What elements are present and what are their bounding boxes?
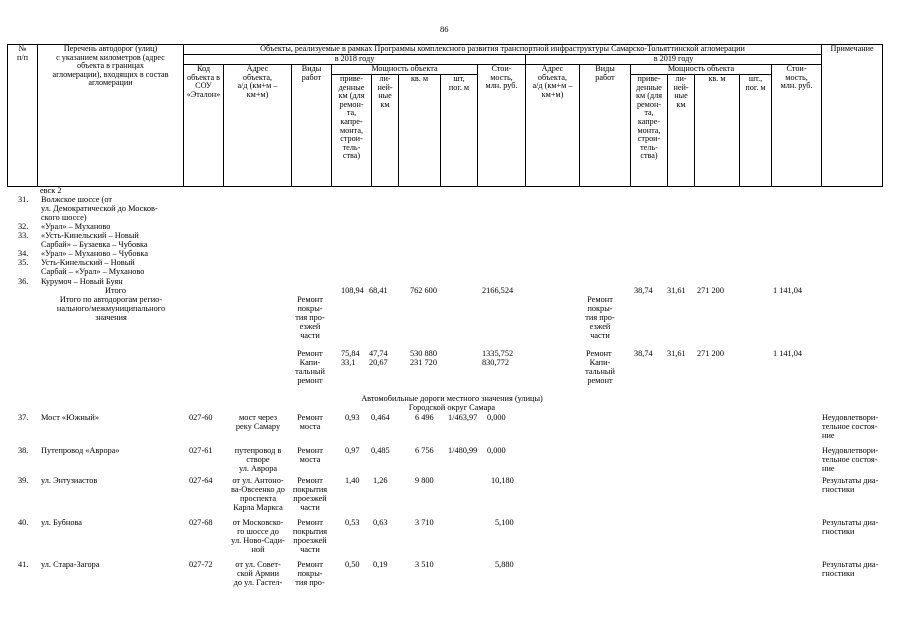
value: 271 200 — [697, 349, 724, 358]
value: 0,000 — [487, 446, 506, 455]
object-address: от ул. Антоно- ва-Овсеенко до проспекта Карла Маркса — [231, 476, 285, 512]
note: Неудовлетвори- тельное состоя- ние — [822, 413, 879, 440]
table-header — [7, 44, 883, 187]
value: 0,53 — [345, 518, 360, 527]
hdr-2018: в 2018 году — [184, 55, 526, 65]
object-code: 027-68 — [189, 518, 213, 527]
value: 0,000 — [487, 413, 506, 422]
value: 0,464 — [371, 413, 390, 422]
value: 1,26 — [373, 476, 388, 485]
hdr-reduced: приве- денные км (для ремон- та, капре- монта, строи- тель- ства) — [332, 75, 372, 187]
value: 1,40 — [345, 476, 360, 485]
hdr-sqm-2019: кв. м — [695, 75, 740, 187]
value: 47,74 20,67 — [369, 349, 388, 367]
hdr-address-2019: Адрес объекта, а/д (км+м – км+м) — [526, 65, 580, 187]
works-type: Ремонт моста — [297, 446, 323, 464]
road-name: Мост «Южный» — [41, 413, 100, 422]
row-num: 33. — [18, 231, 29, 240]
road-name: Усть-Кинельский – Новый Сарбай – «Урал» – Муханово — [41, 258, 145, 276]
value: 0,97 — [345, 446, 360, 455]
hdr-reduced-2019: приве- денные км (для ремон- та, капре- монта, строи- тель- ства) — [631, 75, 668, 187]
row-num: 38. — [18, 446, 29, 455]
hdr-works: Виды работ — [292, 65, 332, 187]
hdr-2019: в 2019 году — [526, 55, 822, 65]
row-num: 39. — [18, 476, 29, 485]
hdr-linear: ли- ней- ные км — [372, 75, 399, 187]
row-num: 37. — [18, 413, 29, 422]
hdr-sqm: кв. м — [399, 75, 441, 187]
road-name: ул. Энтузиастов — [41, 476, 98, 485]
note: Результаты диа- гностики — [822, 518, 879, 536]
object-code: 027-64 — [189, 476, 213, 485]
value: 38,74 — [634, 286, 653, 295]
value: 1335,752 830,772 — [482, 349, 514, 367]
value: 5,100 — [495, 518, 514, 527]
road-name: Курумоч – Новый Буян — [41, 277, 123, 286]
section-title: Автомобильные дороги местного значения (улицы) — [361, 394, 543, 403]
row-num: 34. — [18, 249, 29, 258]
road-name: ул. Стара-Загора — [41, 560, 100, 569]
value: 0,50 — [345, 560, 360, 569]
value: 0,485 — [371, 446, 390, 455]
road-name: «Урал» – Муханово — [41, 222, 111, 231]
row-num: 36. — [18, 277, 29, 286]
value: 1/463,97 — [448, 413, 478, 422]
works-capital: Капи- тальный ремонт — [295, 358, 325, 385]
value: 530 880 231 720 — [410, 349, 437, 367]
value: 9 800 — [415, 476, 434, 485]
hdr-note: Примечание — [822, 45, 883, 187]
note: Результаты диа- гностики — [822, 560, 879, 578]
page-number: 86 — [440, 24, 449, 34]
works-type: Ремонт покры- тия про- — [295, 560, 325, 587]
table-body — [7, 186, 882, 640]
road-name: «Усть-Кинельский – Новый Сарбай» – Бузаевка – Чубовка — [41, 231, 148, 249]
hdr-roads: Перечень автодорог (улиц) с указанием километров (адрес объекта в границах агломерации), входящих в состав агломерации — [38, 45, 184, 187]
hdr-linear-2019: ли- ней- ные км — [668, 75, 695, 187]
value: 0,93 — [345, 413, 360, 422]
note: Неудовлетвори- тельное состоя- ние — [822, 446, 879, 473]
works-type: Ремонт покрытия проезжей части — [292, 518, 328, 554]
hdr-capacity: Мощность объекта — [332, 65, 478, 75]
value: 6 496 — [415, 413, 434, 422]
value: 1/480,99 — [448, 446, 478, 455]
value: 31,61 — [667, 286, 686, 295]
road-name: Путепровод «Аврора» — [41, 446, 120, 455]
works-repair-short: Ремонт — [297, 349, 323, 358]
value: 3 710 — [415, 518, 434, 527]
value: 3 510 — [415, 560, 434, 569]
row-num: 35. — [18, 258, 29, 267]
road-name: ул. Бубнова — [41, 518, 82, 527]
value: 1 141,04 — [773, 349, 803, 358]
row-num: 41. — [18, 560, 29, 569]
value: 2166,524 — [482, 286, 514, 295]
value: 271 200 — [697, 286, 724, 295]
row-num: 32. — [18, 222, 29, 231]
hdr-cost-2019: Стои- мость, млн. руб. — [772, 65, 822, 187]
note: Результаты диа- гностики — [822, 476, 879, 494]
value: 1 141,04 — [773, 286, 803, 295]
hdr-num: № п/п — [8, 45, 38, 187]
hdr-cost: Стои- мость, млн. руб. — [478, 65, 526, 187]
value: 108,94 — [341, 286, 364, 295]
cont-text: евск 2 — [40, 186, 62, 195]
value: 31,61 — [667, 349, 686, 358]
object-address: от Московско- го шоссе до ул. Ново-Сади- ной — [231, 518, 285, 554]
works-repair-short-2019: Ремонт — [586, 349, 612, 358]
works-type: Ремонт покрытия проезжей части — [292, 476, 328, 512]
hdr-address: Адрес объекта, а/д (км+м – км+м) — [224, 65, 292, 187]
works-repair: Ремонт покры- тия про- езжей части — [295, 295, 325, 340]
hdr-pcs-2019: шт., пог. м — [740, 75, 772, 187]
road-name: Волжское шоссе (от ул. Демократической до Москов- ского шоссе) — [41, 195, 158, 222]
row-num: 40. — [18, 518, 29, 527]
value: 75,84 33,1 — [341, 349, 360, 367]
value: 0,63 — [373, 518, 388, 527]
value: 6 756 — [415, 446, 434, 455]
object-address: путепровод в створе ул. Аврора — [234, 446, 282, 473]
value: 68,41 — [369, 286, 388, 295]
works-repair-2019: Ремонт покры- тия про- езжей части — [585, 295, 615, 340]
object-address: мост через реку Самару — [235, 413, 281, 431]
value: 10,180 — [491, 476, 514, 485]
object-address: от ул. Совет- ской Армии до ул. Гастел- — [233, 560, 283, 587]
total-label: Итого — [105, 286, 127, 295]
value: 38,74 — [634, 349, 653, 358]
works-capital-2019: Капи- тальный ремонт — [585, 358, 615, 385]
object-code: 027-72 — [189, 560, 213, 569]
value: 762 600 — [410, 286, 437, 295]
value: 5,880 — [495, 560, 514, 569]
object-code: 027-61 — [189, 446, 213, 455]
value: 0,19 — [373, 560, 388, 569]
hdr-works-2019: Виды работ — [580, 65, 631, 187]
hdr-pcs: шт, пог. м — [441, 75, 478, 187]
hdr-capacity-2019: Мощность объекта — [631, 65, 772, 75]
road-name: «Урал» – Муханово – Чубовка — [41, 249, 149, 258]
object-code: 027-60 — [189, 413, 213, 422]
works-type: Ремонт моста — [297, 413, 323, 431]
total-agg-label: Итого по автодорогам регио- нального/межмуниципального значения — [56, 295, 166, 322]
subsection-title: Городской округ Самара — [408, 403, 496, 412]
row-num: 31. — [18, 195, 29, 204]
hdr-program: Объекты, реализуемые в рамках Программы комплексного развития транспортной инфраструктуры Самарско-Тольяттинской агломерации — [184, 45, 822, 55]
hdr-code: Код объекта в СОУ «Эталон» — [184, 65, 224, 187]
